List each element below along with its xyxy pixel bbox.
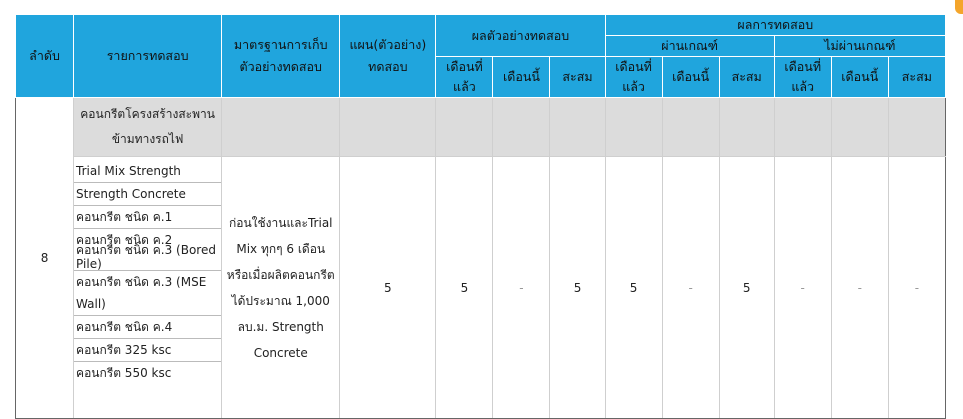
sample-last-month-cell: 5 <box>436 157 493 419</box>
category-blank <box>436 98 493 157</box>
list-item: คอนกรีต ชนิด ค.4 <box>74 316 221 339</box>
failed-this-month-cell: - <box>831 157 888 419</box>
standard-cell <box>222 157 340 419</box>
passed-last-month-cell: 5 <box>605 157 662 419</box>
header-standard <box>222 15 340 98</box>
category-standard-blank <box>222 98 340 157</box>
category-label: คอนกรีตโครงสร้างสะพานข้ามทางรถไฟ <box>80 107 215 146</box>
header-passed: ผ่านเกณฑ์ <box>605 36 774 57</box>
category-blank <box>662 98 719 157</box>
category-row <box>16 98 946 157</box>
sample-this-month-cell: - <box>493 157 550 419</box>
list-item: คอนกรีต ชนิด ค.2 <box>76 233 173 247</box>
category-blank <box>719 98 774 157</box>
list-item: คอนกรีต ชนิด ค.3 (Bored Pile) <box>74 241 221 271</box>
header-sample-results: ผลตัวอย่างทดสอบ <box>436 15 605 57</box>
header-sample-last-month: เดือนที่แล้ว <box>436 57 493 98</box>
header-plan-line1: แผน(ตัวอย่าง) <box>349 37 427 52</box>
list-item: คอนกรีต ชนิด ค.1 <box>74 206 221 229</box>
seq-cell: 8 <box>16 98 74 419</box>
header-plan <box>340 15 436 98</box>
header-passed-cumulative: สะสม <box>719 57 774 98</box>
header-test-results: ผลการทดสอบ <box>605 15 945 36</box>
list-item: คอนกรีต 325 ksc <box>74 339 221 362</box>
plan-cell: 5 <box>340 157 436 419</box>
list-item: คอนกรีต ชนิด ค.3 (MSE Wall) <box>74 271 221 316</box>
data-row <box>16 157 946 419</box>
list-item: คอนกรีต 550 ksc <box>76 366 172 380</box>
header-failed-cumulative: สะสม <box>888 57 945 98</box>
header-standard-line2: ตัวอย่างทดสอบ <box>239 59 322 74</box>
header-item: รายการทดสอบ <box>74 15 222 98</box>
table-header <box>16 15 946 98</box>
category-cell <box>74 98 222 157</box>
header-failed-this-month: เดือนนี้ <box>831 57 888 98</box>
sample-cumulative-cell: 5 <box>550 157 605 419</box>
header-passed-last-month: เดือนที่แล้ว <box>605 57 662 98</box>
passed-this-month-cell: - <box>662 157 719 419</box>
failed-last-month-cell: - <box>774 157 831 419</box>
item-list-cell <box>74 157 222 419</box>
category-blank <box>550 98 605 157</box>
header-failed: ไม่ผ่านเกณฑ์ <box>774 36 945 57</box>
category-plan-blank <box>340 98 436 157</box>
header-plan-line2: ทดสอบ <box>368 59 408 74</box>
category-blank <box>831 98 888 157</box>
corner-accent <box>955 0 963 14</box>
category-blank <box>493 98 550 157</box>
test-results-table <box>15 14 946 419</box>
header-sample-this-month: เดือนนี้ <box>493 57 550 98</box>
header-seq: ลำดับ <box>16 15 74 98</box>
list-item: Trial Mix Strength <box>74 160 221 183</box>
header-passed-this-month: เดือนนี้ <box>662 57 719 98</box>
category-blank <box>774 98 831 157</box>
header-failed-last-month: เดือนที่แล้ว <box>774 57 831 98</box>
header-sample-cumulative: สะสม <box>550 57 605 98</box>
list-item: Strength Concrete <box>74 183 221 206</box>
passed-cumulative-cell: 5 <box>719 157 774 419</box>
standard-text: ก่อนใช้งานและTrial Mix ทุกๆ 6 เดือน หรือเมื่อผลิตคอนกรีตได้ประมาณ 1,000 ลบ.ม. Strength Concrete <box>226 215 335 360</box>
header-standard-line1: มาตรฐานการเก็บ <box>233 37 328 52</box>
failed-cumulative-cell: - <box>888 157 945 419</box>
category-blank <box>888 98 945 157</box>
category-blank <box>605 98 662 157</box>
